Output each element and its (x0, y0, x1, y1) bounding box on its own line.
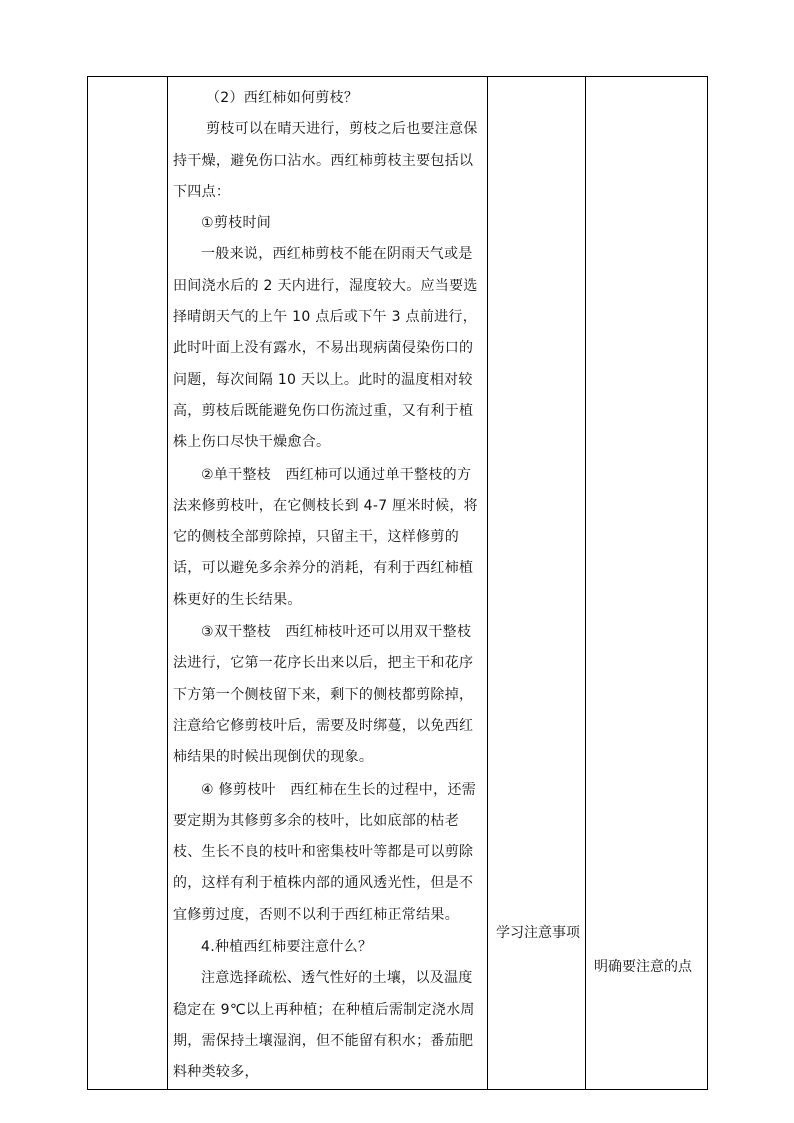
paragraph-point-2: ②单干整枝 西红柿可以通过单干整枝的方法来修剪枝叶，在它侧枝长到 4-7 厘米时候，将它的侧枝全部剪除掉，只留主干，这样修剪的话，可以避免多余养分的消耗，有利于西红柿植株更好的生长结果。 (173, 466, 478, 608)
content-cell (168, 77, 488, 1090)
intent-label: 明确要注意的点 (594, 959, 692, 975)
table-row (88, 77, 708, 1090)
paragraph-point-1-title: ①剪枝时间 (201, 215, 272, 232)
content-text (168, 77, 487, 1089)
activity-cell (488, 77, 586, 1090)
activity-label: 学习注意事项 (496, 925, 580, 941)
paragraph-intro: 剪枝可以在晴天进行，剪枝之后也要注意保持干燥，避免伤口沾水。西红柿剪枝主要包括以下四点： (173, 121, 478, 200)
lesson-table (87, 76, 708, 1090)
paragraph-point-3: ③双干整枝 西红柿枝叶还可以用双干整枝法进行，它第一花序长出来以后，把主干和花序下方第一个侧枝留下来，剩下的侧枝都剪除掉，注意给它修剪枝叶后，需要及时绑蔓，以免西红柿结果的时候出现倒伏的现象。 (173, 624, 474, 766)
paragraph-point-4: ④ 修剪枝叶 西红柿在生长的过程中，还需要定期为其修剪多余的枝叶，比如底部的枯老枝、生长不良的枝叶和密集枝叶等都是可以剪除的，这样有利于植株内部的通风透光性，但是不宜修剪过度，否则不以利于西红柿正常结果。 (173, 781, 476, 923)
left-empty-cell (88, 77, 168, 1090)
paragraph-heading-pruning: （2）西红柿如何剪枝？ (206, 90, 359, 106)
paragraph-planting-body: 注意选择疏松、透气性好的土壤，以及温度稳定在 9℃以上再种植；在种植后需制定浇水周期，需保持土壤湿润，但不能留有积水；番茄肥料种类较多， (173, 970, 475, 1081)
paragraph-heading-planting: 4.种植西红柿要注意什么？ (201, 939, 373, 956)
paragraph-point-1-body: 一般来说，西红柿剪枝不能在阴雨天气或是田间浇水后的 2 天内进行，湿度较大。应当要选择晴朗天气的上午 10 点后或下午 3 点前进行，此时叶面上没有露水，不易出现病菌侵染伤口的问题，每次间隔 10 天以上。此时的温度相对较高，剪枝后既能避免伤口伤流过重，又有利于植株上伤口尽快干燥愈合。 (173, 246, 478, 451)
intent-cell (586, 77, 708, 1090)
